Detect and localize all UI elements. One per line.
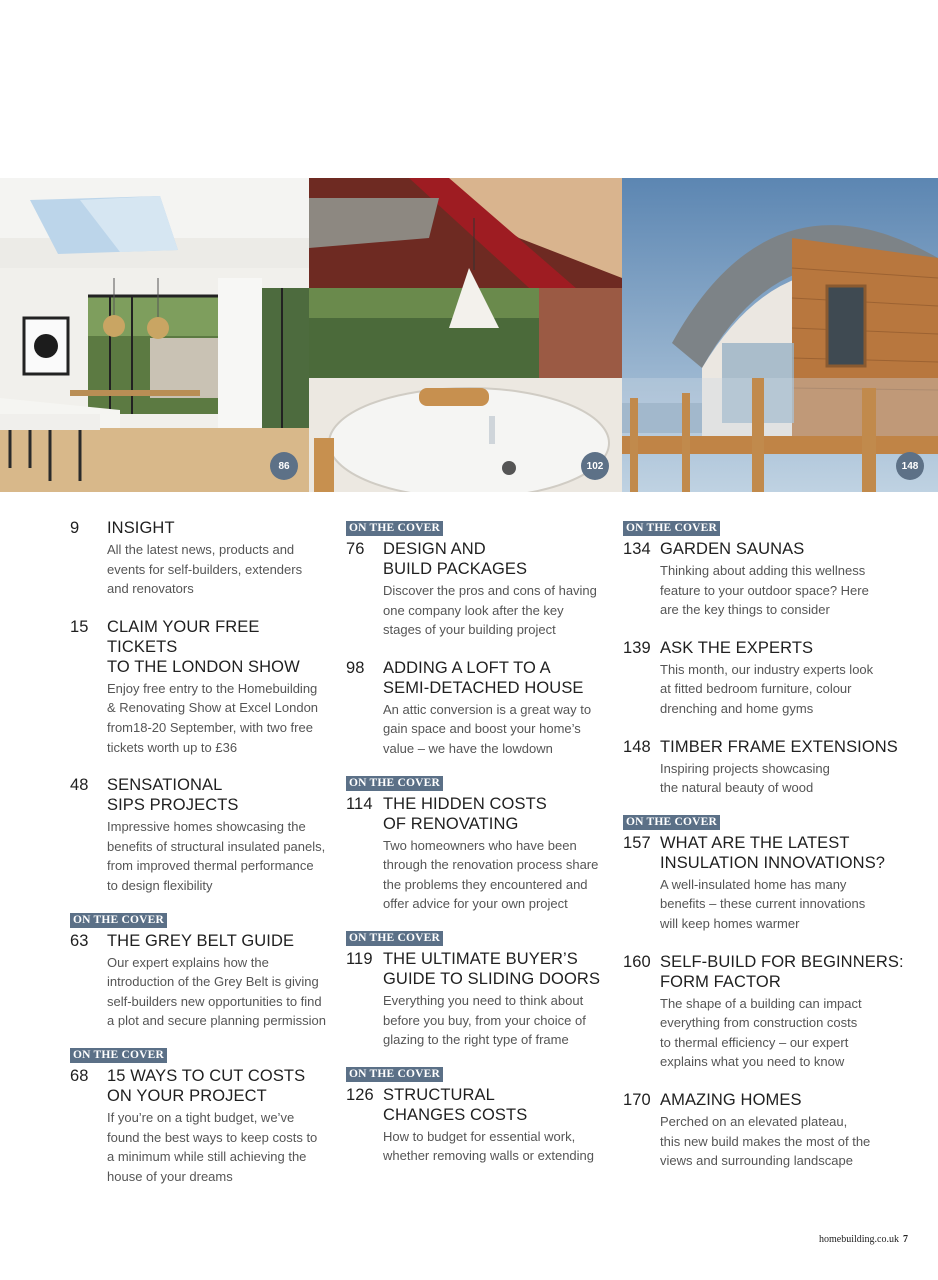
entry-description: Discover the pros and cons of having one company look after the key stages of your building project <box>383 583 597 638</box>
entry-description: Everything you need to think about before you buy, from your choice of glazing to the right type of frame <box>383 992 586 1048</box>
contents-entry[interactable] <box>623 518 923 620</box>
entry-title: DESIGN AND BUILD PACKAGES <box>383 540 528 578</box>
entry-page-number: 63 <box>70 931 89 950</box>
entry-page-number: 134 <box>623 540 651 558</box>
on-the-cover-tag: ON THE COVER <box>346 521 443 536</box>
entry-title: GARDEN SAUNAS <box>660 540 805 558</box>
entry-description: If you’re on a tight budget, we’ve found the best ways to keep costs to a minimum while still achieving the house of your dreams <box>107 1109 318 1184</box>
entry-description: This month, our industry experts look at fitted bedroom furniture, colour drenching and home gyms <box>660 661 874 716</box>
entry-description: Our expert explains how the introduction of the Grey Belt is giving self-builders new opportunities to find a plot and secure planning permission <box>107 954 326 1029</box>
entry-title: WHAT ARE THE LATEST INSULATION INNOVATIONS? <box>660 833 886 872</box>
entry-page-number: 76 <box>346 540 365 558</box>
entry-description: Impressive homes showcasing the benefits of structural insulated panels, from improved thermal performance to design flexibility <box>107 819 326 893</box>
entry-page-number: 126 <box>346 1085 374 1104</box>
entry-title: ASK THE EXPERTS <box>660 638 814 657</box>
on-the-cover-tag: ON THE COVER <box>70 1048 167 1063</box>
contents-entry[interactable] <box>70 910 332 1031</box>
contents-entry[interactable] <box>346 773 608 914</box>
photo-timber-pod <box>622 178 938 492</box>
on-the-cover-tag: ON THE COVER <box>346 776 443 791</box>
entry-page-number: 98 <box>346 658 365 677</box>
entry-page-number: 148 <box>623 737 651 756</box>
contents-entry[interactable] <box>70 518 332 599</box>
contents-entry[interactable] <box>623 638 923 719</box>
entry-page-number: 114 <box>346 794 373 813</box>
page-number: 7 <box>903 1234 908 1245</box>
entry-title: STRUCTURAL CHANGES COSTS <box>383 1085 528 1124</box>
entry-page-number: 68 <box>70 1066 89 1085</box>
contents-entry[interactable] <box>623 1090 923 1171</box>
entry-description: All the latest news, products and events for self-builders, extenders and renovators <box>107 542 303 597</box>
contents-entry[interactable] <box>70 775 332 895</box>
entry-description: An attic conversion is a great way to gain space and boost your home’s value – we have the lowdown <box>383 701 592 756</box>
contents-entry[interactable] <box>70 617 332 757</box>
on-the-cover-tag: ON THE COVER <box>623 521 720 536</box>
entry-page-number: 15 <box>70 617 89 636</box>
contents-entry[interactable] <box>623 737 923 798</box>
contents-column-left <box>70 518 332 1186</box>
contents-entry[interactable] <box>346 658 608 759</box>
page-badge: 86 <box>270 452 298 480</box>
on-the-cover-tag: ON THE COVER <box>623 815 720 830</box>
contents-entry[interactable] <box>623 952 923 1072</box>
entry-title: SELF-BUILD FOR BEGINNERS: FORM FACTOR <box>660 952 904 991</box>
entry-description: Inspiring projects showcasing the natural beauty of wood <box>660 760 830 796</box>
contents-entry[interactable] <box>346 518 608 640</box>
entry-title: SENSATIONAL SIPS PROJECTS <box>107 776 239 815</box>
entry-page-number: 160 <box>623 952 651 971</box>
contents-entry[interactable] <box>70 1045 332 1186</box>
entry-page-number: 170 <box>623 1090 651 1109</box>
entry-title: THE ULTIMATE BUYER’S GUIDE TO SLIDING DOORS <box>383 949 601 988</box>
page-footer <box>819 1234 908 1245</box>
page-badge: 148 <box>896 452 924 480</box>
site-url: homebuilding.co.uk <box>819 1234 899 1245</box>
on-the-cover-tag: ON THE COVER <box>70 913 167 928</box>
on-the-cover-tag: ON THE COVER <box>346 931 443 946</box>
photo-loft-dining <box>309 178 622 492</box>
entry-page-number: 139 <box>623 638 651 657</box>
on-the-cover-tag: ON THE COVER <box>346 1067 443 1082</box>
entry-description: A well-insulated home has many benefits – these current innovations will keep homes warmer <box>660 876 866 931</box>
entry-description: Thinking about adding this wellness feature to your outdoor space? Here are the key things to consider <box>660 563 869 618</box>
entry-title: 15 WAYS TO CUT COSTS ON YOUR PROJECT <box>107 1066 306 1105</box>
entry-title: AMAZING HOMES <box>660 1090 802 1109</box>
entry-title: THE GREY BELT GUIDE <box>107 931 295 950</box>
contents-column-middle <box>346 518 608 1166</box>
entry-page-number: 9 <box>70 519 80 537</box>
entry-description: How to budget for essential work, whether removing walls or extending <box>383 1128 594 1164</box>
entry-description: Perched on an elevated plateau, this new build makes the most of the views and surrounding landscape <box>660 1113 871 1169</box>
entry-description: Two homeowners who have been through the renovation process share the problems they encountered and offer advice for your own project <box>383 837 599 912</box>
contents-column-right <box>623 518 923 1171</box>
entry-description: The shape of a building can impact everything from construction costs to thermal efficiency – our expert explains what you need to know <box>660 995 862 1070</box>
page-badge: 102 <box>581 452 609 480</box>
contents-entry[interactable] <box>346 928 608 1050</box>
entry-description: Enjoy free entry to the Homebuilding & Renovating Show at Excel London from18-20 September, with two free tickets worth up to £36 <box>107 680 319 755</box>
entry-title: INSIGHT <box>107 519 175 537</box>
photo-kitchen-diner <box>0 178 309 492</box>
contents-entry[interactable] <box>623 812 923 934</box>
entry-title: THE HIDDEN COSTS OF RENOVATING <box>383 794 547 833</box>
entry-page-number: 48 <box>70 776 89 795</box>
entry-title: TIMBER FRAME EXTENSIONS <box>660 737 898 756</box>
entry-title: ADDING A LOFT TO A SEMI-DETACHED HOUSE <box>383 658 584 697</box>
photo-strip <box>0 178 938 492</box>
entry-page-number: 157 <box>623 833 651 852</box>
contents-entry[interactable] <box>346 1064 608 1166</box>
entry-title: CLAIM YOUR FREE TICKETS TO THE LONDON SHOW <box>107 617 300 676</box>
entry-page-number: 119 <box>346 949 373 968</box>
